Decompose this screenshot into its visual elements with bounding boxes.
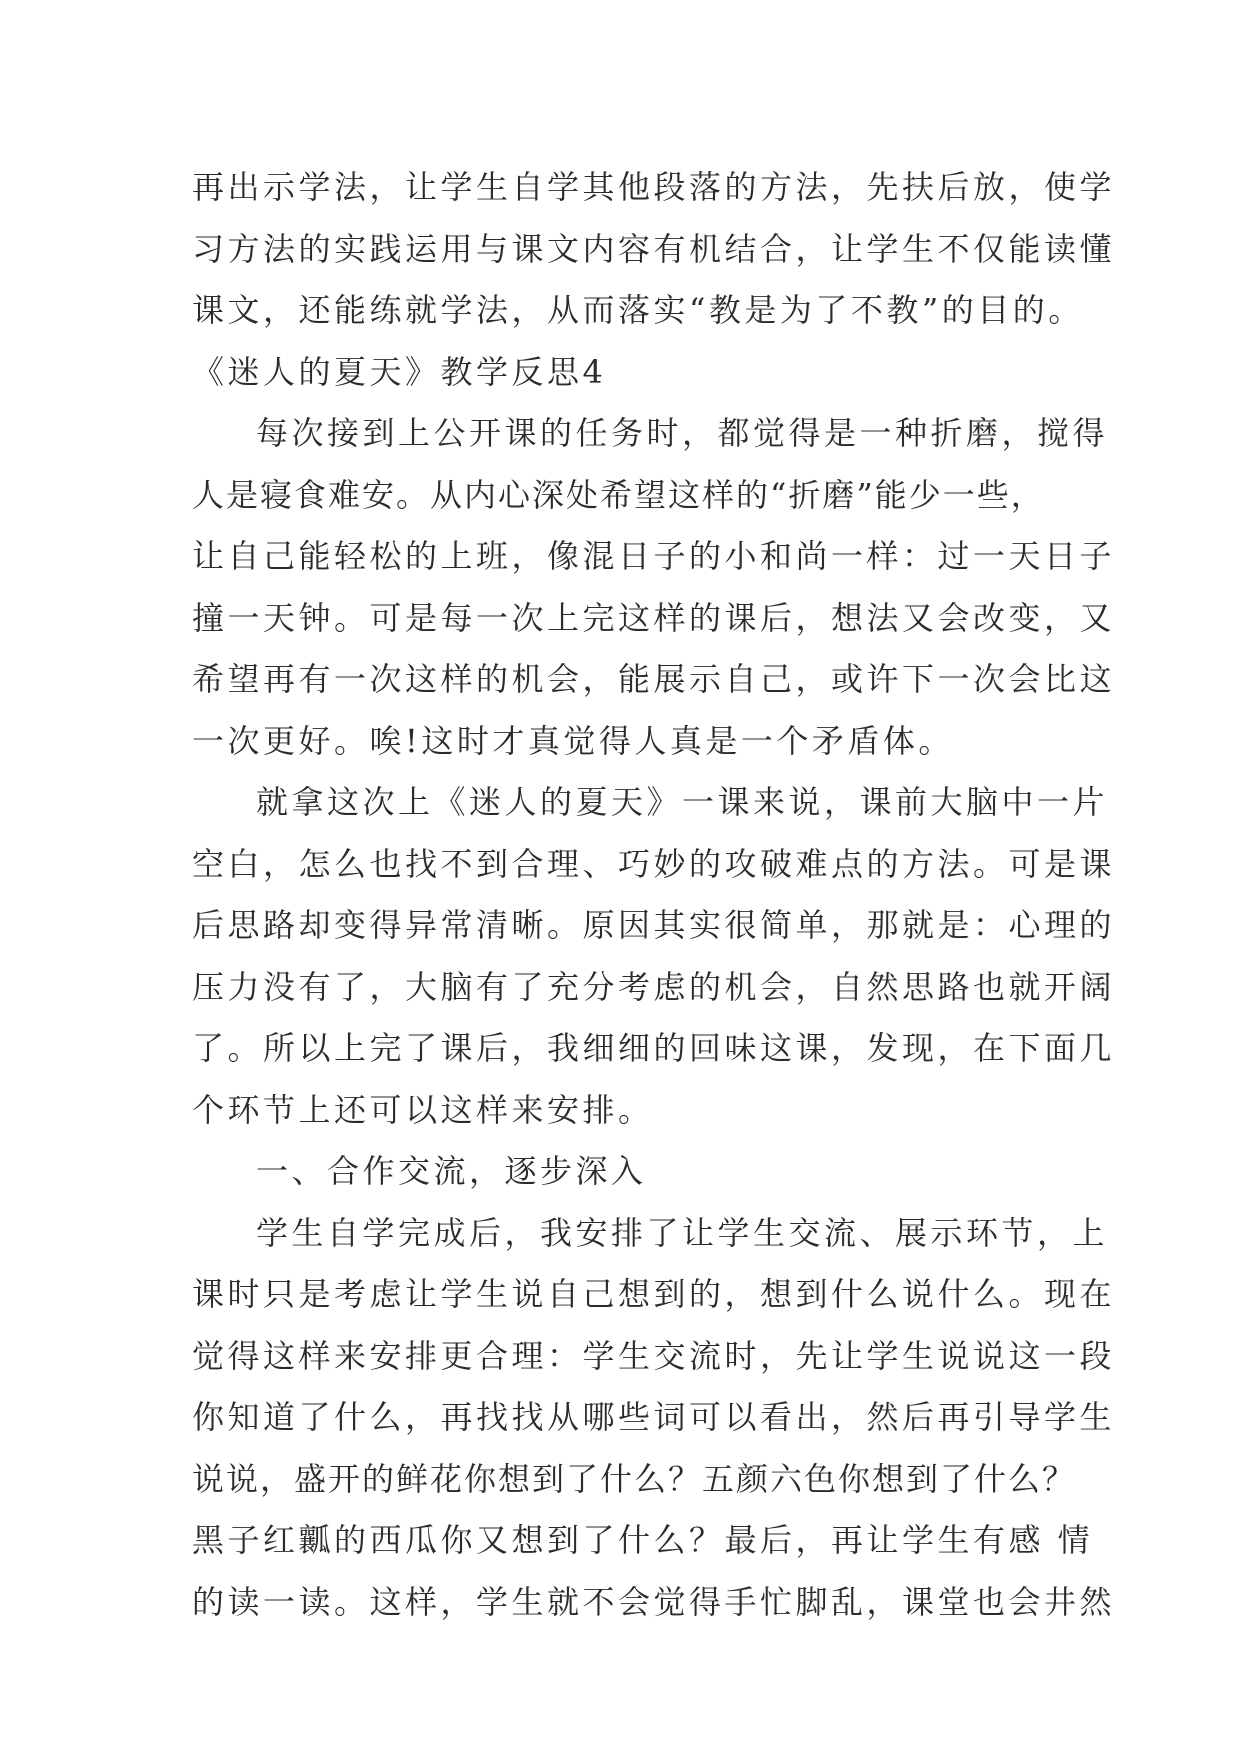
subheading: 一、合作交流，逐步深入 (256, 1152, 647, 1190)
text-line: 习方法的实践运用与课文内容有机结合，让学生不仅能读懂 (192, 229, 1116, 268)
text-line: 课时只是考虑让学生说自己想到的，想到什么说什么。现在 (192, 1275, 1116, 1313)
text-line: 人是寝食难安。从内心深处希望这样的“折磨”能少一些， (192, 475, 1045, 514)
text-line: 你知道了什么，再找找从哪些词可以看出，然后再引导学生 (192, 1398, 1116, 1436)
section-heading: 《迷人的夏天》教学反思4 (192, 352, 607, 391)
paragraph-first-line: 学生自学完成后，我安排了让学生交流、展示环节，上 (256, 1213, 1109, 1252)
text-line: 让自己能轻松的上班，像混日子的小和尚一样：过一天日子 (192, 537, 1116, 575)
text-line: 压力没有了，大脑有了充分考虑的机会，自然思路也就开阔 (192, 967, 1116, 1006)
text-line: 再出示学法，让学生自学其他段落的方法，先扶后放，使学 (192, 168, 1116, 206)
text-line: 说说，盛开的鲜花你想到了什么？五颜六色你想到了什么？ (192, 1459, 1077, 1498)
text-line: 空白，怎么也找不到合理、巧妙的攻破难点的方法。可是课 (192, 844, 1116, 883)
text-line: 了。所以上完了课后，我细细的回味这课，发现，在下面几 (192, 1029, 1116, 1067)
text-line: 觉得这样来安排更合理：学生交流时，先让学生说说这一段 (192, 1336, 1116, 1375)
paragraph-first-line: 就拿这次上《迷人的夏天》一课来说，课前大脑中一片 (256, 783, 1109, 821)
text-line: 一次更好。唉!这时才真觉得人真是一个矛盾体。 (192, 721, 954, 760)
document-body (192, 157, 1116, 1633)
text-line: 课文，还能练就学法，从而落实“教是为了不教”的目的。 (192, 291, 1084, 329)
text-line: 黑子红瓤的西瓜你又想到了什么？最后，再让学生有感 情 (192, 1521, 1094, 1559)
text-line: 后思路却变得异常清晰。原因其实很简单，那就是：心理的 (192, 906, 1116, 944)
text-line: 撞一天钟。可是每一次上完这样的课后，想法又会改变，又 (192, 598, 1116, 637)
text-line: 的读一读。这样，学生就不会觉得手忙脚乱，课堂也会井然 (192, 1582, 1116, 1621)
paragraph-first-line: 每次接到上公开课的任务时，都觉得是一种折磨，搅得 (256, 414, 1109, 452)
text-line: 个环节上还可以这样来安排。 (192, 1090, 654, 1129)
text-line: 希望再有一次这样的机会，能展示自己，或许下一次会比这 (192, 660, 1116, 698)
